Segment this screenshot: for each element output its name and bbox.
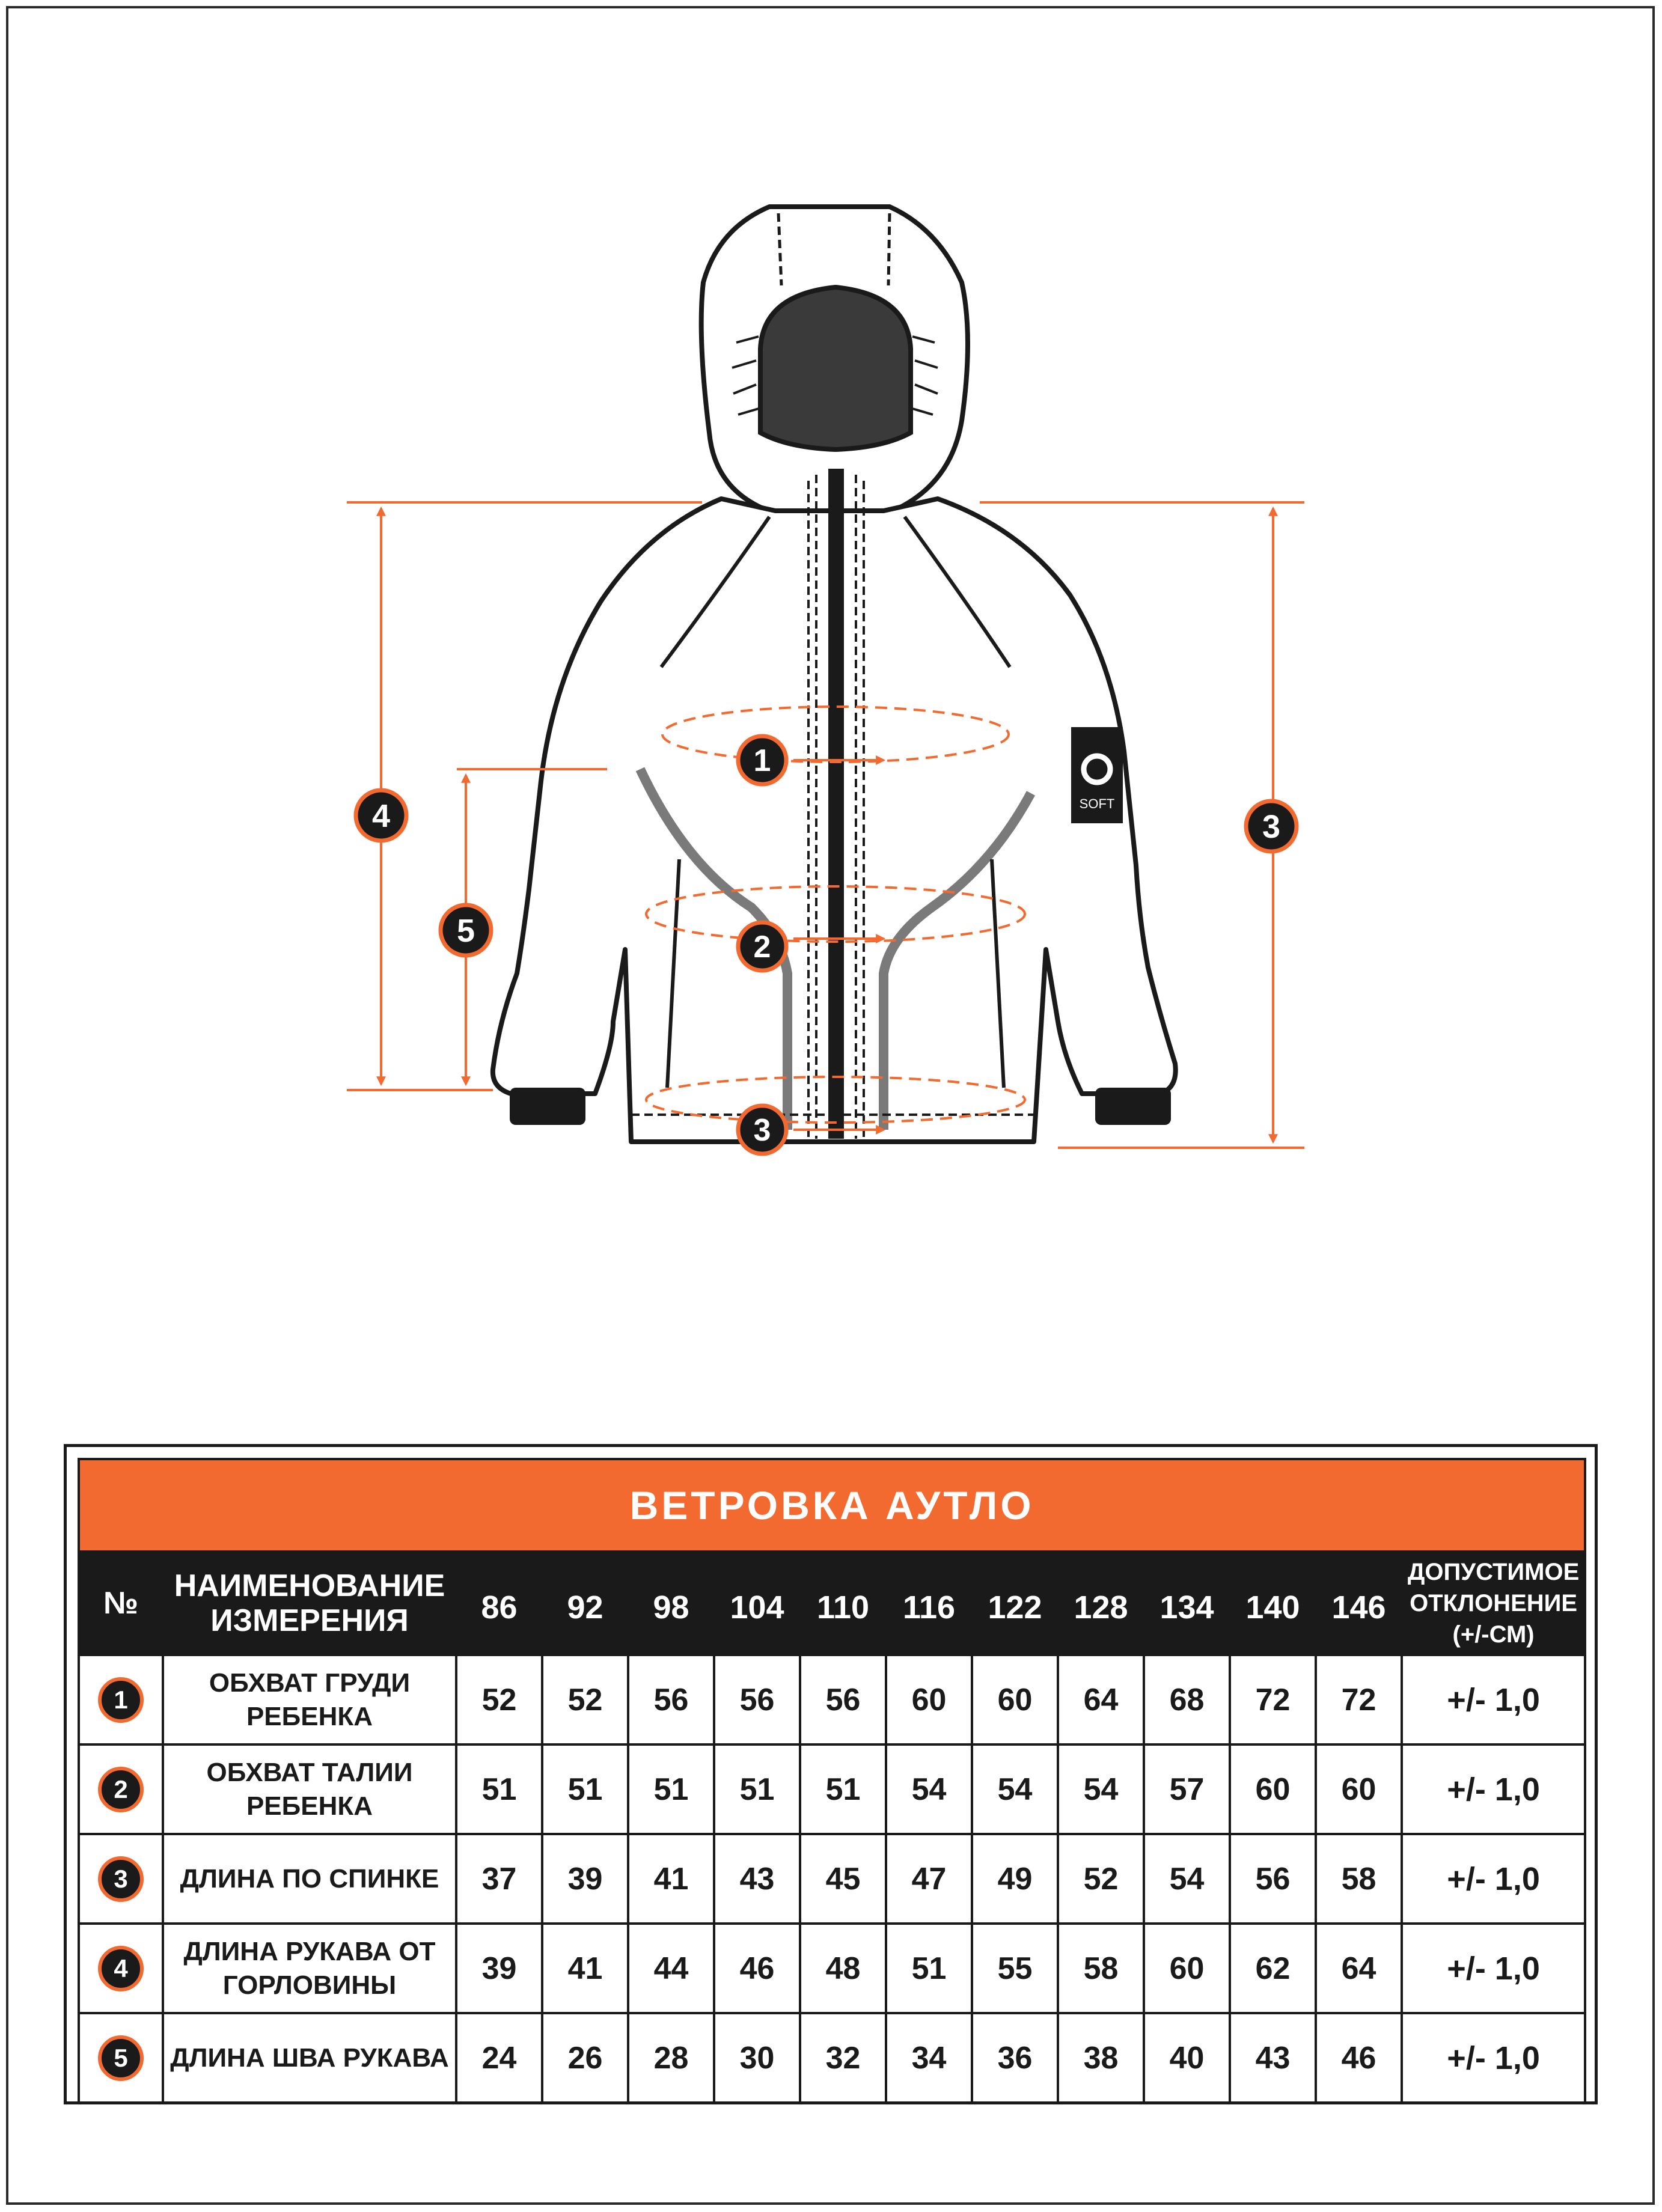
value-cell: 45 [800,1834,886,1924]
value-cell: 43 [1230,2013,1316,2103]
header-size-98: 98 [628,1552,714,1655]
size-table-frame [64,1444,1598,2104]
value-cell: 51 [714,1744,800,1834]
header-tolerance: ДОПУСТИМОЕ ОТКЛОНЕНИЕ (+/-СМ) [1402,1552,1585,1655]
tolerance-cell: +/- 1,0 [1402,2013,1585,2103]
size-table [78,1458,1586,2104]
value-cell: 60 [886,1655,972,1744]
value-cell: 51 [456,1744,542,1834]
header-measurement-name: НАИМЕНОВАНИЕ ИЗМЕРЕНИЯ [163,1552,456,1655]
header-number: № [79,1552,163,1655]
value-cell: 47 [886,1834,972,1924]
value-cell: 58 [1316,1834,1402,1924]
row-badge: 4 [98,1946,144,1991]
header-size-104: 104 [714,1552,800,1655]
row-badge: 5 [98,2035,144,2081]
value-cell: 60 [972,1655,1058,1744]
table-title: ВЕТРОВКА АУТЛО [79,1459,1585,1552]
svg-text:2: 2 [753,930,771,964]
row-number-cell [79,1655,163,1744]
value-cell: 37 [456,1834,542,1924]
value-cell: 52 [456,1655,542,1744]
row-number-cell [79,1834,163,1924]
value-cell: 72 [1316,1655,1402,1744]
sleeve-logo-text: SOFT [1079,796,1115,811]
table-row [79,2013,1585,2103]
header-size-134: 134 [1144,1552,1230,1655]
svg-text:3: 3 [1262,809,1281,845]
value-cell: 44 [628,1924,714,2013]
row-badge: 2 [98,1767,144,1812]
value-cell: 52 [542,1655,628,1744]
value-cell: 49 [972,1834,1058,1924]
value-cell: 28 [628,2013,714,2103]
zipper [828,469,844,1139]
value-cell: 46 [1316,2013,1402,2103]
value-cell: 54 [886,1744,972,1834]
value-cell: 30 [714,2013,800,2103]
value-cell: 54 [972,1744,1058,1834]
header-size-110: 110 [800,1552,886,1655]
measurement-name-cell: ОБХВАТ ГРУДИ РЕБЕНКА [163,1655,456,1744]
row-number-cell [79,2013,163,2103]
row-number-cell [79,1744,163,1834]
value-cell: 56 [800,1655,886,1744]
measurement-name-cell: ДЛИНА РУКАВА ОТ ГОРЛОВИНЫ [163,1924,456,2013]
value-cell: 41 [542,1924,628,2013]
measurement-name-cell: ДЛИНА ШВА РУКАВА [163,2013,456,2103]
svg-text:1: 1 [753,743,771,778]
table-header-row [79,1552,1585,1655]
value-cell: 64 [1058,1655,1144,1744]
marker-3-side [1246,801,1297,852]
value-cell: 48 [800,1924,886,2013]
header-size-92: 92 [542,1552,628,1655]
tolerance-cell: +/- 1,0 [1402,1744,1585,1834]
value-cell: 68 [1144,1655,1230,1744]
header-size-122: 122 [972,1552,1058,1655]
svg-text:5: 5 [456,913,475,949]
value-cell: 40 [1144,2013,1230,2103]
header-size-140: 140 [1230,1552,1316,1655]
svg-text:4: 4 [371,798,391,834]
value-cell: 51 [542,1744,628,1834]
measurement-name-cell: ДЛИНА ПО СПИНКЕ [163,1834,456,1924]
value-cell: 57 [1144,1744,1230,1834]
value-cell: 60 [1230,1744,1316,1834]
value-cell: 24 [456,2013,542,2103]
value-cell: 26 [542,2013,628,2103]
marker-2 [738,922,786,970]
marker-5 [441,905,491,955]
value-cell: 46 [714,1924,800,2013]
tolerance-cell: +/- 1,0 [1402,1655,1585,1744]
table-row [79,1655,1585,1744]
header-size-128: 128 [1058,1552,1144,1655]
value-cell: 64 [1316,1924,1402,2013]
header-size-116: 116 [886,1552,972,1655]
row-number-cell [79,1924,163,2013]
value-cell: 55 [972,1924,1058,2013]
value-cell: 41 [628,1834,714,1924]
value-cell: 52 [1058,1834,1144,1924]
cuff-left [510,1088,585,1125]
tolerance-cell: +/- 1,0 [1402,1834,1585,1924]
value-cell: 56 [1230,1834,1316,1924]
marker-1 [738,736,786,784]
table-row [79,1744,1585,1834]
value-cell: 56 [628,1655,714,1744]
measurement-name-cell: ОБХВАТ ТАЛИИ РЕБЕНКА [163,1744,456,1834]
row-badge: 3 [98,1856,144,1902]
value-cell: 56 [714,1655,800,1744]
value-cell: 62 [1230,1924,1316,2013]
value-cell: 36 [972,2013,1058,2103]
value-cell: 39 [456,1924,542,2013]
value-cell: 39 [542,1834,628,1924]
value-cell: 54 [1144,1834,1230,1924]
value-cell: 51 [800,1744,886,1834]
row-badge: 1 [98,1677,144,1723]
value-cell: 54 [1058,1744,1144,1834]
value-cell: 32 [800,2013,886,2103]
value-cell: 58 [1058,1924,1144,2013]
table-title-row [79,1459,1585,1552]
value-cell: 72 [1230,1655,1316,1744]
table-row [79,1924,1585,2013]
value-cell: 34 [886,2013,972,2103]
value-cell: 60 [1144,1924,1230,2013]
hood-opening [760,287,911,449]
value-cell: 51 [628,1744,714,1834]
header-size-86: 86 [456,1552,542,1655]
table-row [79,1834,1585,1924]
value-cell: 51 [886,1924,972,2013]
marker-4 [356,790,406,841]
value-cell: 43 [714,1834,800,1924]
svg-text:3: 3 [753,1113,771,1148]
value-cell: 38 [1058,2013,1144,2103]
tolerance-cell: +/- 1,0 [1402,1924,1585,2013]
marker-3-bottom [738,1106,786,1154]
value-cell: 60 [1316,1744,1402,1834]
cuff-right [1095,1088,1171,1125]
header-size-146: 146 [1316,1552,1402,1655]
